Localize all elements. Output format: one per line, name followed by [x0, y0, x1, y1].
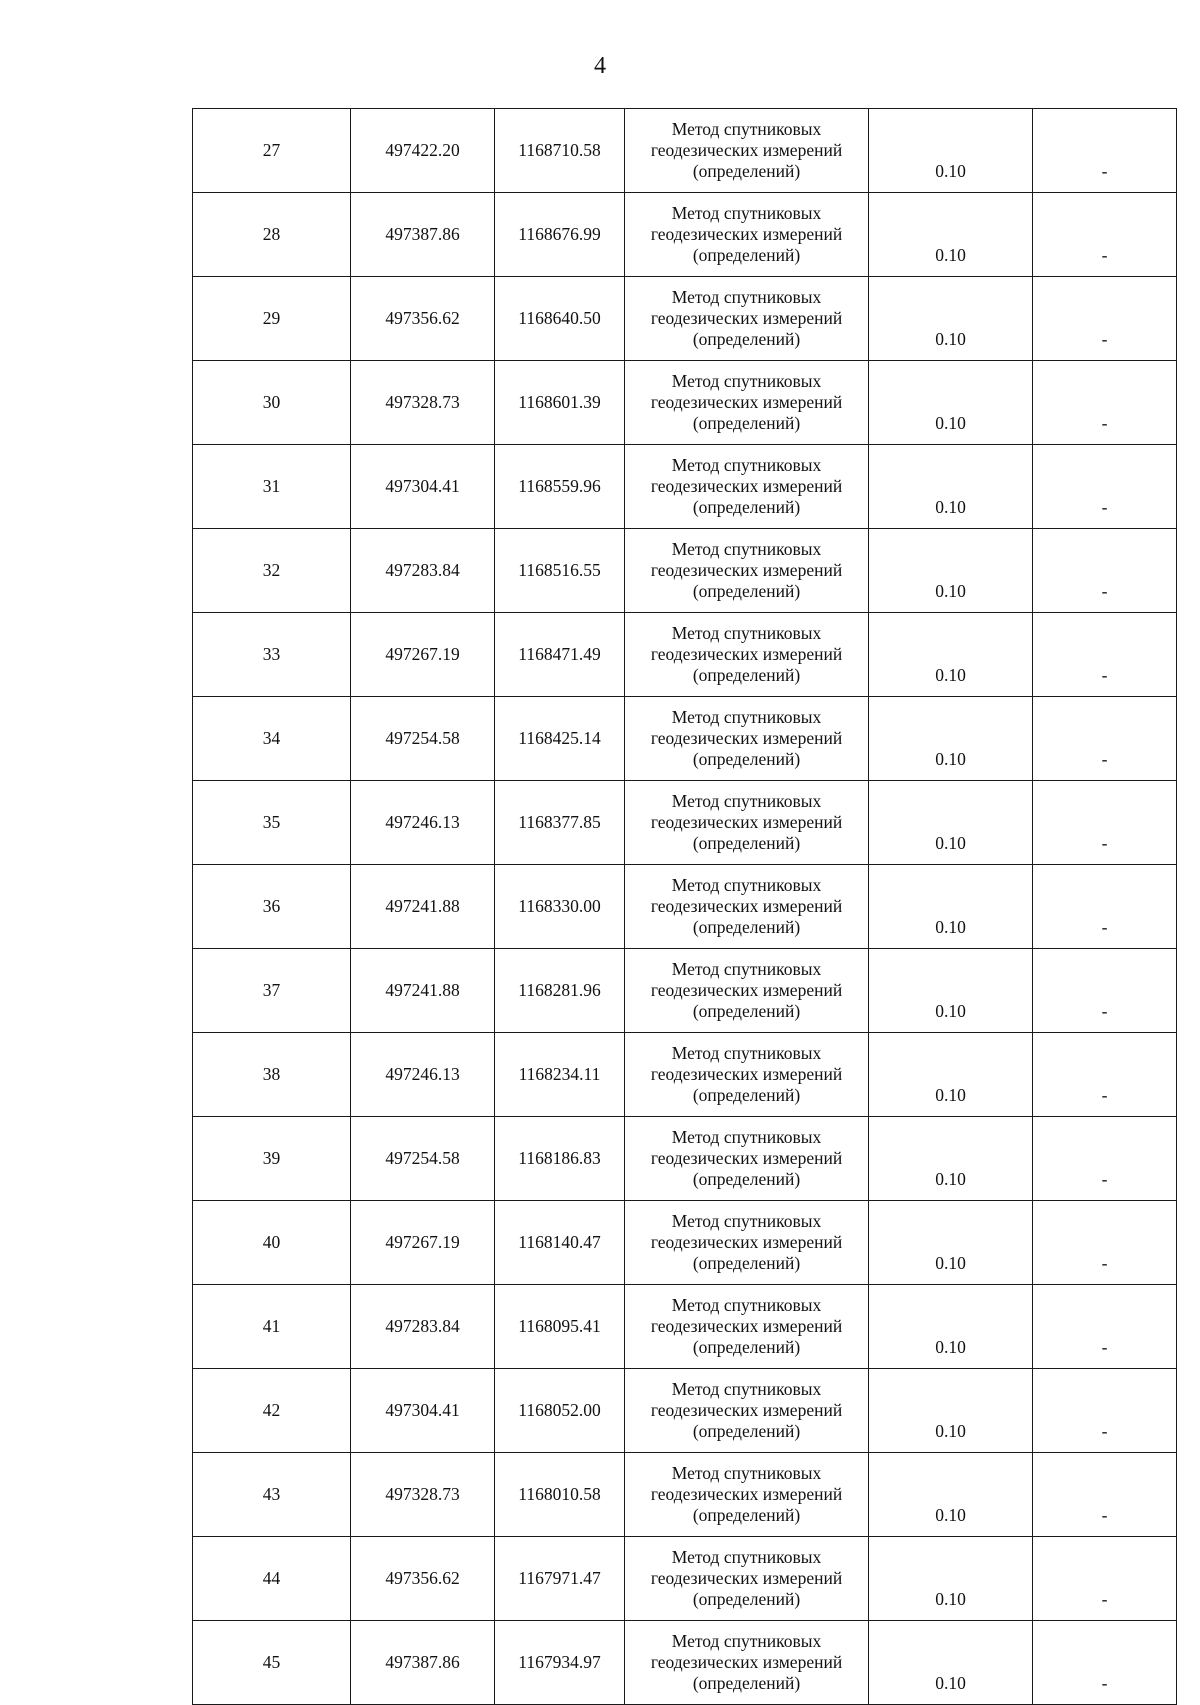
- method-line: геодезических измерений: [650, 140, 843, 160]
- point-number-cell: 36: [193, 865, 351, 949]
- method-cell: [625, 193, 869, 277]
- method-line: Метод спутниковых: [671, 1127, 822, 1147]
- coordinate-x-cell: 497283.84: [351, 1285, 495, 1369]
- table-row: [193, 613, 1177, 697]
- coordinate-x-cell: 497387.86: [351, 1621, 495, 1705]
- method-line: геодезических измерений: [650, 980, 843, 1000]
- table-row: [193, 1369, 1177, 1453]
- method-line: (определений): [692, 833, 801, 853]
- description-cell: -: [1033, 1453, 1177, 1537]
- method-line: Метод спутниковых: [671, 539, 822, 559]
- method-line: (определений): [692, 1253, 801, 1273]
- accuracy-cell: 0.10: [869, 1117, 1033, 1201]
- method-line: геодезических измерений: [650, 1652, 843, 1672]
- table-row: [193, 1285, 1177, 1369]
- method-cell: [625, 277, 869, 361]
- method-line: (определений): [692, 749, 801, 769]
- table-row: [193, 697, 1177, 781]
- point-number-cell: 43: [193, 1453, 351, 1537]
- coordinate-x-cell: 497267.19: [351, 1201, 495, 1285]
- coordinates-table-container: [192, 108, 1176, 1705]
- point-number-cell: 31: [193, 445, 351, 529]
- accuracy-cell: 0.10: [869, 949, 1033, 1033]
- point-number-cell: 45: [193, 1621, 351, 1705]
- coordinates-table-body: [193, 109, 1177, 1705]
- description-cell: -: [1033, 1369, 1177, 1453]
- coordinate-y-cell: 1168234.11: [495, 1033, 625, 1117]
- table-row: [193, 361, 1177, 445]
- method-line: (определений): [692, 329, 801, 349]
- method-line: Метод спутниковых: [671, 1295, 822, 1315]
- coordinate-x-cell: 497304.41: [351, 1369, 495, 1453]
- method-line: (определений): [692, 1589, 801, 1609]
- table-row: [193, 865, 1177, 949]
- coordinate-x-cell: 497241.88: [351, 865, 495, 949]
- method-line: Метод спутниковых: [671, 623, 822, 643]
- point-number-cell: 29: [193, 277, 351, 361]
- point-number-cell: 33: [193, 613, 351, 697]
- accuracy-cell: 0.10: [869, 1369, 1033, 1453]
- method-line: Метод спутниковых: [671, 1631, 822, 1651]
- method-line: (определений): [692, 917, 801, 937]
- coordinate-x-cell: 497246.13: [351, 1033, 495, 1117]
- method-line: геодезических измерений: [650, 644, 843, 664]
- method-line: (определений): [692, 161, 801, 181]
- method-line: геодезических измерений: [650, 812, 843, 832]
- method-line: (определений): [692, 1421, 801, 1441]
- point-number-cell: 30: [193, 361, 351, 445]
- method-line: геодезических измерений: [650, 1148, 843, 1168]
- point-number-cell: 28: [193, 193, 351, 277]
- coordinate-y-cell: 1168010.58: [495, 1453, 625, 1537]
- accuracy-cell: 0.10: [869, 1537, 1033, 1621]
- method-line: (определений): [692, 1505, 801, 1525]
- method-cell: [625, 1033, 869, 1117]
- description-cell: -: [1033, 613, 1177, 697]
- coordinate-y-cell: 1168425.14: [495, 697, 625, 781]
- coordinate-x-cell: 497422.20: [351, 109, 495, 193]
- coordinate-x-cell: 497356.62: [351, 277, 495, 361]
- method-line: (определений): [692, 1169, 801, 1189]
- method-cell: [625, 781, 869, 865]
- table-row: [193, 529, 1177, 613]
- method-line: (определений): [692, 1001, 801, 1021]
- table-row: [193, 1201, 1177, 1285]
- table-row: [193, 1033, 1177, 1117]
- method-line: Метод спутниковых: [671, 1379, 822, 1399]
- method-line: геодезических измерений: [650, 1400, 843, 1420]
- coordinate-y-cell: 1168281.96: [495, 949, 625, 1033]
- coordinate-y-cell: 1168471.49: [495, 613, 625, 697]
- coordinate-y-cell: 1168140.47: [495, 1201, 625, 1285]
- table-row: [193, 445, 1177, 529]
- method-line: Метод спутниковых: [671, 959, 822, 979]
- accuracy-cell: 0.10: [869, 613, 1033, 697]
- method-cell: [625, 1369, 869, 1453]
- method-line: геодезических измерений: [650, 476, 843, 496]
- method-line: геодезических измерений: [650, 224, 843, 244]
- accuracy-cell: 0.10: [869, 781, 1033, 865]
- table-row: [193, 109, 1177, 193]
- accuracy-cell: 0.10: [869, 277, 1033, 361]
- method-cell: [625, 109, 869, 193]
- coordinate-x-cell: 497241.88: [351, 949, 495, 1033]
- method-line: Метод спутниковых: [671, 1211, 822, 1231]
- coordinate-y-cell: 1167934.97: [495, 1621, 625, 1705]
- method-cell: [625, 865, 869, 949]
- method-cell: [625, 1621, 869, 1705]
- coordinate-x-cell: 497304.41: [351, 445, 495, 529]
- accuracy-cell: 0.10: [869, 865, 1033, 949]
- method-cell: [625, 445, 869, 529]
- table-row: [193, 1117, 1177, 1201]
- method-line: геодезических измерений: [650, 560, 843, 580]
- coordinate-y-cell: 1168052.00: [495, 1369, 625, 1453]
- coordinate-y-cell: 1168377.85: [495, 781, 625, 865]
- accuracy-cell: 0.10: [869, 109, 1033, 193]
- table-row: [193, 781, 1177, 865]
- description-cell: -: [1033, 1621, 1177, 1705]
- coordinate-y-cell: 1168516.55: [495, 529, 625, 613]
- coordinate-x-cell: 497254.58: [351, 1117, 495, 1201]
- coordinate-y-cell: 1168710.58: [495, 109, 625, 193]
- point-number-cell: 27: [193, 109, 351, 193]
- method-line: геодезических измерений: [650, 308, 843, 328]
- description-cell: -: [1033, 529, 1177, 613]
- method-line: геодезических измерений: [650, 1568, 843, 1588]
- accuracy-cell: 0.10: [869, 1621, 1033, 1705]
- description-cell: -: [1033, 1537, 1177, 1621]
- method-cell: [625, 529, 869, 613]
- coordinates-table: [192, 108, 1177, 1705]
- description-cell: -: [1033, 445, 1177, 529]
- table-row: [193, 1537, 1177, 1621]
- coordinate-y-cell: 1168676.99: [495, 193, 625, 277]
- method-cell: [625, 613, 869, 697]
- point-number-cell: 37: [193, 949, 351, 1033]
- accuracy-cell: 0.10: [869, 445, 1033, 529]
- method-line: (определений): [692, 1673, 801, 1693]
- point-number-cell: 40: [193, 1201, 351, 1285]
- method-cell: [625, 1537, 869, 1621]
- method-cell: [625, 361, 869, 445]
- coordinate-y-cell: 1168640.50: [495, 277, 625, 361]
- table-row: [193, 949, 1177, 1033]
- coordinate-x-cell: 497387.86: [351, 193, 495, 277]
- table-row: [193, 1453, 1177, 1537]
- description-cell: -: [1033, 781, 1177, 865]
- point-number-cell: 44: [193, 1537, 351, 1621]
- method-cell: [625, 949, 869, 1033]
- method-line: Метод спутниковых: [671, 1043, 822, 1063]
- coordinate-x-cell: 497283.84: [351, 529, 495, 613]
- method-cell: [625, 697, 869, 781]
- description-cell: -: [1033, 109, 1177, 193]
- method-line: Метод спутниковых: [671, 203, 822, 223]
- method-line: геодезических измерений: [650, 1484, 843, 1504]
- method-line: геодезических измерений: [650, 392, 843, 412]
- coordinate-y-cell: 1168330.00: [495, 865, 625, 949]
- description-cell: -: [1033, 949, 1177, 1033]
- accuracy-cell: 0.10: [869, 1033, 1033, 1117]
- method-line: Метод спутниковых: [671, 371, 822, 391]
- method-line: Метод спутниковых: [671, 1547, 822, 1567]
- accuracy-cell: 0.10: [869, 1453, 1033, 1537]
- point-number-cell: 32: [193, 529, 351, 613]
- coordinate-x-cell: 497328.73: [351, 361, 495, 445]
- method-line: (определений): [692, 581, 801, 601]
- accuracy-cell: 0.10: [869, 1285, 1033, 1369]
- method-cell: [625, 1201, 869, 1285]
- coordinate-x-cell: 497254.58: [351, 697, 495, 781]
- description-cell: -: [1033, 1285, 1177, 1369]
- point-number-cell: 41: [193, 1285, 351, 1369]
- method-line: Метод спутниковых: [671, 791, 822, 811]
- description-cell: -: [1033, 1201, 1177, 1285]
- point-number-cell: 38: [193, 1033, 351, 1117]
- accuracy-cell: 0.10: [869, 529, 1033, 613]
- method-line: геодезических измерений: [650, 896, 843, 916]
- method-line: Метод спутниковых: [671, 875, 822, 895]
- method-cell: [625, 1117, 869, 1201]
- accuracy-cell: 0.10: [869, 361, 1033, 445]
- coordinate-y-cell: 1168095.41: [495, 1285, 625, 1369]
- method-line: (определений): [692, 413, 801, 433]
- method-line: Метод спутниковых: [671, 287, 822, 307]
- coordinate-x-cell: 497267.19: [351, 613, 495, 697]
- coordinate-y-cell: 1168559.96: [495, 445, 625, 529]
- method-line: Метод спутниковых: [671, 119, 822, 139]
- method-line: Метод спутниковых: [671, 1463, 822, 1483]
- coordinate-y-cell: 1167971.47: [495, 1537, 625, 1621]
- description-cell: -: [1033, 1033, 1177, 1117]
- page-number: 4: [594, 53, 606, 79]
- method-line: Метод спутниковых: [671, 707, 822, 727]
- accuracy-cell: 0.10: [869, 1201, 1033, 1285]
- method-cell: [625, 1285, 869, 1369]
- method-line: (определений): [692, 497, 801, 517]
- description-cell: -: [1033, 865, 1177, 949]
- method-cell: [625, 1453, 869, 1537]
- description-cell: -: [1033, 1117, 1177, 1201]
- point-number-cell: 34: [193, 697, 351, 781]
- description-cell: -: [1033, 193, 1177, 277]
- table-row: [193, 193, 1177, 277]
- table-row: [193, 1621, 1177, 1705]
- method-line: геодезических измерений: [650, 728, 843, 748]
- description-cell: -: [1033, 277, 1177, 361]
- method-line: геодезических измерений: [650, 1316, 843, 1336]
- method-line: (определений): [692, 665, 801, 685]
- method-line: Метод спутниковых: [671, 455, 822, 475]
- description-cell: -: [1033, 697, 1177, 781]
- method-line: (определений): [692, 1337, 801, 1357]
- method-line: геодезических измерений: [650, 1064, 843, 1084]
- method-line: геодезических измерений: [650, 1232, 843, 1252]
- accuracy-cell: 0.10: [869, 193, 1033, 277]
- method-line: (определений): [692, 245, 801, 265]
- coordinate-x-cell: 497356.62: [351, 1537, 495, 1621]
- coordinate-y-cell: 1168186.83: [495, 1117, 625, 1201]
- table-row: [193, 277, 1177, 361]
- method-line: (определений): [692, 1085, 801, 1105]
- coordinate-x-cell: 497246.13: [351, 781, 495, 865]
- description-cell: -: [1033, 361, 1177, 445]
- point-number-cell: 35: [193, 781, 351, 865]
- accuracy-cell: 0.10: [869, 697, 1033, 781]
- point-number-cell: 42: [193, 1369, 351, 1453]
- coordinate-x-cell: 497328.73: [351, 1453, 495, 1537]
- coordinate-y-cell: 1168601.39: [495, 361, 625, 445]
- point-number-cell: 39: [193, 1117, 351, 1201]
